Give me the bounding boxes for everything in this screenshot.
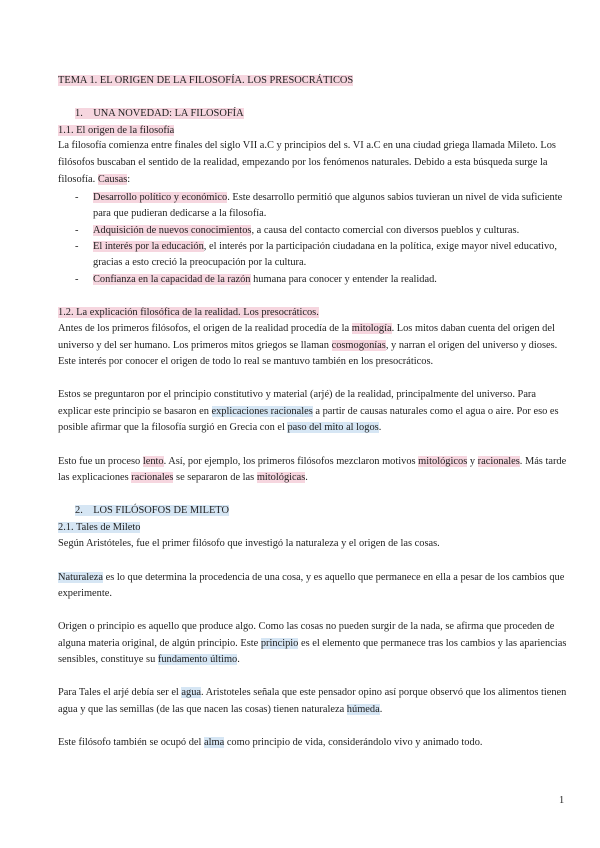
paragraph-line: Naturaleza es lo que determina la procedencia de una cosa, y es aquello que permanece en ella a pesar de los cambios que bbox=[58, 572, 565, 583]
bullet-dash: - bbox=[75, 192, 79, 203]
paragraph-line: Estos se preguntaron por el principio constitutivo y material (arjé) de la realidad, principalmente del universo. Para bbox=[58, 389, 536, 400]
section-1-heading: 1. UNA NOVEDAD: LA FILOSOFÍA bbox=[75, 108, 244, 119]
paragraph-line: posible afirmar que la filosofía surgió en Grecia con el paso del mito al logos. bbox=[58, 422, 382, 433]
bullet-item: El interés por la educación, el interés por la participación ciudadana en la política, exige mayor nivel educativo, bbox=[93, 241, 557, 252]
paragraph-line: Este filósofo también se ocupó del alma como principio de vida, considerándolo vivo y animado todo. bbox=[58, 737, 483, 748]
paragraph-line: filósofos buscaban el sentido de la realidad, empezando por los fenómenos naturales. Debido a esta búsqueda surge la bbox=[58, 157, 548, 168]
paragraph-line: Según Aristóteles, fue el primer filósofo que investigó la naturaleza y el origen de las cosas. bbox=[58, 538, 440, 549]
paragraph-line: explicar este principio se basaron en explicaciones racionales a partir de causas naturales como el agua o aire. Por eso es bbox=[58, 406, 559, 417]
bullet-item-cont: gracias a esto creció la preocupación por la cultura. bbox=[93, 257, 307, 268]
paragraph-line: filosofía. Causas: bbox=[58, 174, 131, 185]
bullet-item: Adquisición de nuevos conocimientos, a causa del contacto comercial con diversos pueblos y culturas. bbox=[93, 225, 520, 236]
paragraph-line: experimente. bbox=[58, 588, 112, 599]
subsection-1-1-heading: 1.1. El origen de la filosofía bbox=[58, 125, 175, 136]
bullet-dash: - bbox=[75, 274, 79, 285]
subsection-1-2-heading: 1.2. La explicación filosófica de la realidad. Los presocráticos. bbox=[58, 307, 319, 318]
paragraph-line: alguna materia original, de algún principio. Este principio es el elemento que permanece tras los cambios y las apariencias bbox=[58, 638, 567, 649]
subsection-2-1-heading: 2.1. Tales de Mileto bbox=[58, 522, 141, 533]
paragraph-line: Este interés por conocer el origen de todo lo real se mantuvo también en los presocráticos. bbox=[58, 356, 434, 367]
paragraph-line: sensibles, constituye su fundamento último. bbox=[58, 654, 240, 665]
bullet-item-cont: para que pudieran dedicarse a la filosofía. bbox=[93, 208, 267, 219]
paragraph-line: Origen o principio es aquello que produce algo. Como las cosas no pueden surgir de la nada, se afirma que proceden de bbox=[58, 621, 555, 632]
paragraph-line: las explicaciones racionales se separaron de las mitológicas. bbox=[58, 472, 308, 483]
bullet-dash: - bbox=[75, 241, 79, 252]
paragraph-line: Antes de los primeros filósofos, el origen de la realidad procedía de la mitología. Los mitos daban cuenta del origen del bbox=[58, 323, 555, 334]
bullet-item: Desarrollo político y económico. Este desarrollo permitió que algunos sabios tuvieran un nivel de vida suficiente bbox=[93, 192, 563, 203]
bullet-item: Confianza en la capacidad de la razón humana para conocer y entender la realidad. bbox=[93, 274, 437, 285]
section-2-heading: 2. LOS FILÓSOFOS DE MILETO bbox=[75, 505, 229, 516]
paragraph-line: La filosofía comienza entre finales del siglo VII a.C y principios del s. VI a.C en una ciudad griega llamada Mileto. Los bbox=[58, 140, 556, 151]
paragraph-line: Esto fue un proceso lento. Así, por ejemplo, los primeros filósofos mezclaron motivos mitológicos y racionales. Más tarde bbox=[58, 456, 567, 467]
paragraph-line: Para Tales el arjé debía ser el agua. Aristoteles señala que este pensador opino así porque observó que los alimentos tienen bbox=[58, 687, 567, 698]
page-number: 1 bbox=[559, 795, 565, 806]
bullet-dash: - bbox=[75, 225, 79, 236]
paragraph-line: universo y del ser humano. Los primeros mitos griegos se llaman cosmogonías, y narran el origen del universo y dioses. bbox=[58, 340, 558, 351]
document-title: TEMA 1. EL ORIGEN DE LA FILOSOFÍA. LOS PRESOCRÁTICOS bbox=[58, 75, 354, 86]
paragraph-line: agua y que las semillas (de las que nacen las cosas) tienen naturaleza húmeda. bbox=[58, 704, 383, 715]
